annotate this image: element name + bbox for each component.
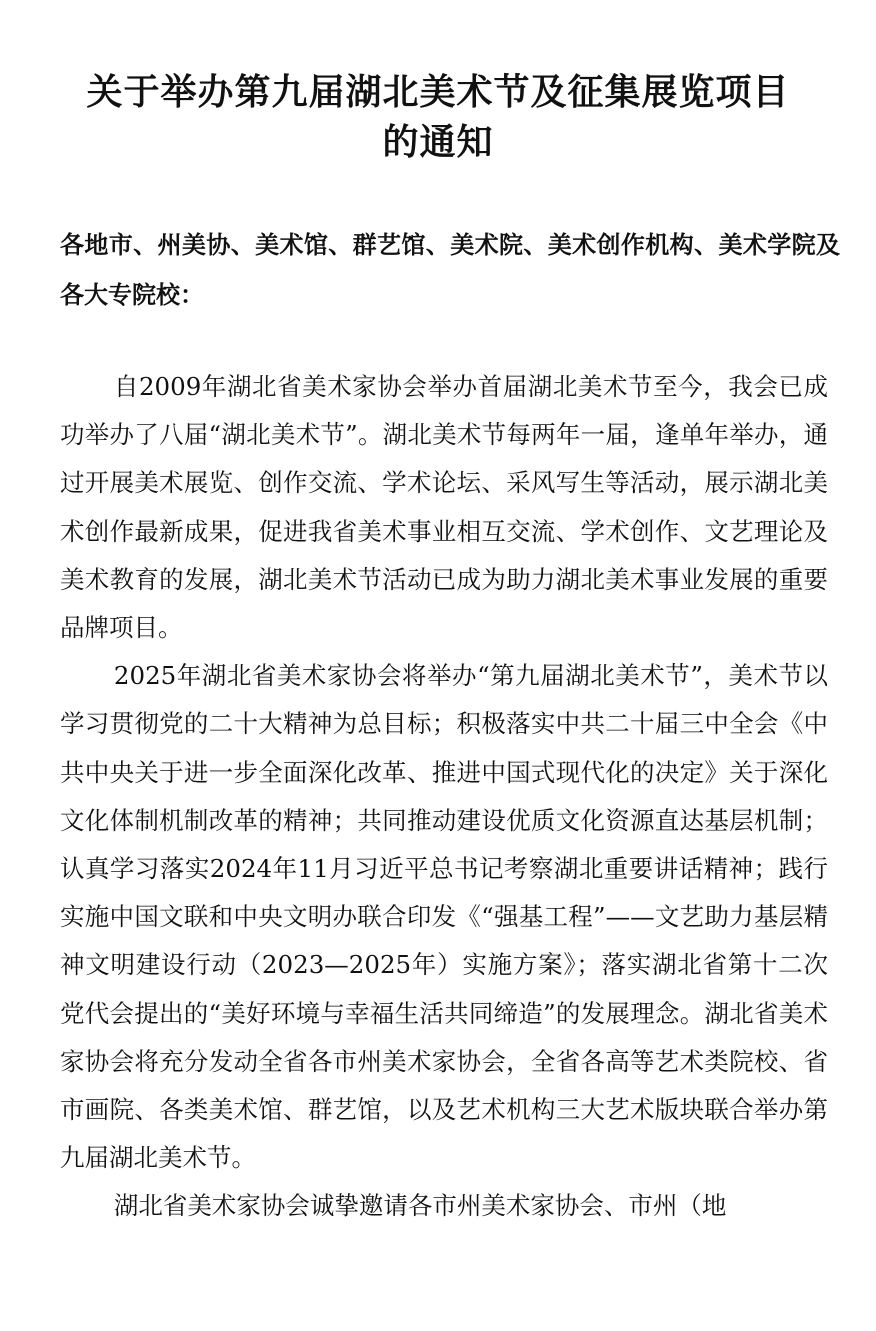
salutation: 各地市、州美协、美术馆、群艺馆、美术院、美术创作机构、美术学院及各大专院校：	[60, 231, 840, 309]
title-line-1: 关于举办第九届湖北美术节及征集展览项目	[86, 72, 790, 113]
document-title	[40, 68, 836, 168]
body-paragraph-1: 自2009年湖北省美术家协会举办首届湖北美术节至今，我会已成功举办了八届“湖北美术节”。湖北美术节每两年一届，逢单年举办，通过开展美术展览、创作交流、学术论坛、采风写生等活动，展示湖北美术创作最新成果，促进我省美术事业相互交流、学术创作、文艺理论及美术教育的发展，湖北美术节活动已成为助力湖北美术事业发展的重要品牌项目。	[60, 372, 828, 643]
document-body	[60, 363, 828, 1231]
body-paragraph-2: 2025年湖北省美术家协会将举办“第九届湖北美术节”，美术节以学习贯彻党的二十大精神为总目标；积极落实中共二十届三中全会《中共中央关于进一步全面深化改革、推进中国式现代化的决定》关于深化文化体制机制改革的精神；共同推动建设优质文化资源直达基层机制；认真学习落实2024年11月习近平总书记考察湖北重要讲话精神；践行实施中国文联和中央文明办联合印发《“强基工程”——文艺助力基层精神文明建设行动（2023—2025年）实施方案》；落实湖北省第十二次党代会提出的“美好环境与幸福生活共同缔造”的发展理念。湖北省美术家协会将充分发动全省各市州美术家协会，全省各高等艺术类院校、省市画院、各类美术馆、群艺馆，以及艺术机构三大艺术版块联合举办第九届湖北美术节。	[60, 661, 828, 1173]
title-line-2: 的通知	[382, 122, 494, 163]
body-paragraph-3: 湖北省美术家协会诚挚邀请各市州美术家协会、市州（地	[113, 1191, 727, 1221]
